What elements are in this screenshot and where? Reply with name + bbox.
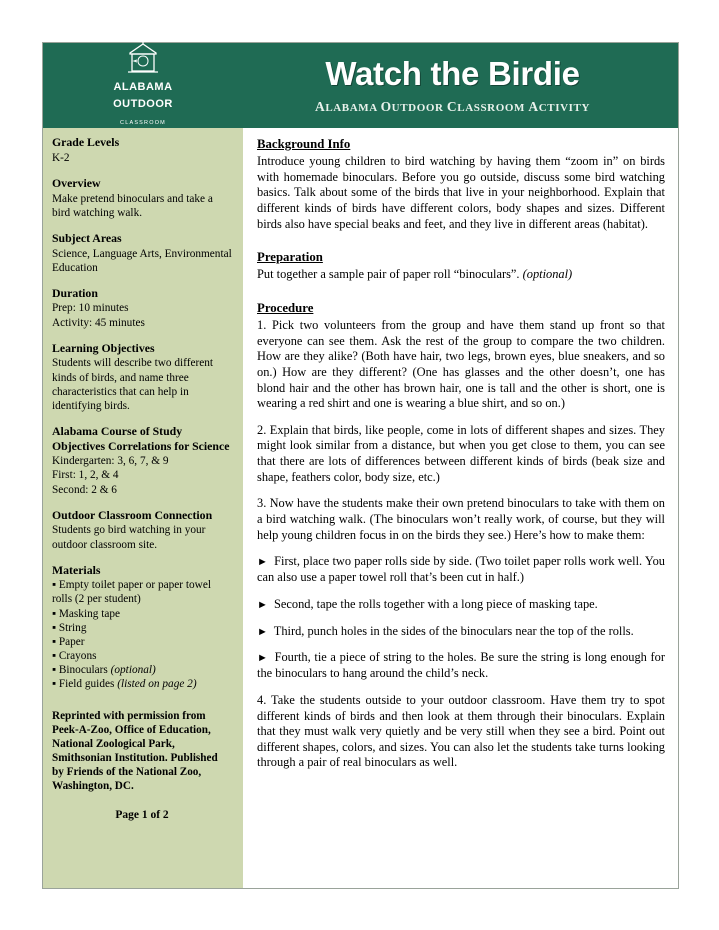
material-text: Paper (58, 635, 85, 648)
procedure-step-2: 2. Explain that birds, like people, come in lots of different shapes and sizes. They might look similar from a distance, but when you get close to them, you can see that there are lots of differences between different kinds of birds (beak size and shape, feathers color, body size, etc.) (257, 422, 665, 484)
procedure-substep-1 (257, 554, 665, 585)
material-note: (optional) (110, 664, 156, 677)
list-item (52, 635, 232, 649)
material-note: (listed on page 2) (117, 678, 197, 691)
list-item (52, 677, 232, 691)
procedure-step-4: 4. Take the students outside to your outdoor classroom. Have them try to spot different kinds of birds and then look at them through their binoculars. Explain that they must walk very quietly and be very still when they see a bird. Point out different shapes, colors, and sizes. You can also let the students take turns looking through a pair of real binoculars as well. (257, 692, 665, 770)
logo-text-classroom: CLASSROOM (120, 119, 166, 126)
bullet-icon: ▪ (52, 678, 57, 691)
material-text: String (58, 621, 87, 634)
alabama-outdoor-classroom-logo (113, 42, 173, 128)
preparation-paragraph (257, 267, 665, 283)
sidebar-text-second: Second: 2 & 6 (52, 483, 117, 496)
procedure-step-1: 1. Pick two volunteers from the group and have them stand up front so that everyone can see them. Ask the rest of the group to compare the two children. How are they alike? (Both have hair, two legs, brown eyes, blue sneakers, and so on.) How are they different? (One has glasses and the other doesn’t, one has blond hair and the other has brown hair, one is tall and the other is short, one is wearing a red shirt and one is wearing a blue shirt, and so on.) (257, 318, 665, 411)
material-text: Empty toilet paper or paper towel rolls (2 per student) (52, 579, 211, 606)
sidebar (43, 128, 243, 888)
sidebar-heading-course-of-study: Alabama Course of Study Objectives Correlations for Science (52, 423, 230, 453)
subtitle-alabama: LABAMA (325, 101, 381, 114)
subtitle-o: O (380, 98, 392, 114)
material-text: Masking tape (58, 607, 121, 620)
section-heading-background: Background Info (257, 137, 351, 151)
arrow-right-icon: ► (257, 556, 268, 569)
bullet-icon: ▪ (52, 607, 57, 620)
sidebar-text-first: First: 1, 2, & 4 (52, 469, 119, 482)
bullet-icon: ▪ (52, 664, 57, 677)
main-content (243, 128, 678, 888)
subtitle-a2: A (528, 98, 539, 114)
bullet-icon: ▪ (52, 579, 57, 592)
material-text: Field guides (58, 678, 118, 691)
logo-text-outdoor: OUTDOOR (113, 98, 173, 111)
substep-text: First, place two paper rolls side by side. (Two toilet paper rolls work well. You can also use a paper towel roll that’s been cut in half.) (257, 554, 665, 585)
page-subtitle (315, 99, 590, 115)
material-text: Binoculars (58, 664, 111, 677)
sidebar-text-grade-levels: K-2 (52, 151, 70, 164)
procedure-substep-3 (257, 624, 665, 640)
sidebar-text-duration-prep: Prep: 10 minutes (52, 302, 129, 315)
materials-list (52, 578, 232, 691)
arrow-right-icon: ► (257, 652, 268, 665)
logo-text-alabama: ALABAMA (113, 81, 173, 94)
sidebar-text-learning-objectives: Students will describe two different kinds of birds, and name three characteristics that can help in identifying birds. (52, 357, 214, 412)
procedure-step-3: 3. Now have the students make their own pretend binoculars to take with them on a bird watching walk. (The binoculars won’t really work, of course, but they will help young children focus in on the birds they see.) Here’s how to make them: (257, 496, 665, 542)
bullet-icon: ▪ (52, 621, 57, 634)
section-heading-procedure: Procedure (257, 300, 314, 315)
procedure-substep-4 (257, 650, 665, 681)
preparation-text: Put together a sample pair of paper roll “binoculars”. (257, 267, 523, 282)
subtitle-a1: A (314, 98, 326, 114)
arrow-right-icon: ► (257, 625, 268, 638)
page-title: Watch the Birdie (325, 54, 580, 92)
schoolhouse-bird-icon (123, 42, 163, 76)
substep-text: Second, tape the rolls together with a long piece of masking tape. (274, 596, 598, 611)
sidebar-heading-overview: Overview (52, 175, 101, 190)
sidebar-text-overview: Make pretend binoculars and take a bird watching walk. (52, 192, 213, 219)
reprint-credit: Reprinted with permission from Peek-A-Zoo, Office of Education, National Zoological Park, Smithsonian Institution. Published by Friends of the National Zoo, Washington, DC. (52, 710, 218, 793)
logo-area (43, 43, 243, 128)
subtitle-activity: CTIVITY (538, 101, 591, 114)
subtitle-outdoor: UTDOOR (391, 101, 447, 114)
sidebar-heading-grade-levels: Grade Levels (52, 135, 120, 149)
page-number: Page 1 of 2 (115, 809, 169, 822)
sidebar-text-kindergarten: Kindergarten: 3, 6, 7, & 9 (52, 455, 169, 468)
sidebar-heading-duration: Duration (52, 285, 98, 300)
sidebar-heading-outdoor-connection: Outdoor Classroom Connection (52, 507, 213, 522)
list-item (52, 663, 232, 677)
document-header (43, 43, 678, 128)
document-body (43, 128, 678, 888)
procedure-substep-2 (257, 597, 665, 613)
document-sheet (42, 42, 679, 889)
bullet-icon: ▪ (52, 649, 57, 662)
sidebar-text-outdoor-connection: Students go bird watching in your outdoor classroom site. (52, 524, 206, 551)
preparation-note: (optional) (522, 267, 573, 282)
list-item (52, 578, 232, 606)
section-heading-preparation: Preparation (257, 250, 323, 265)
substep-text: Fourth, tie a piece of string to the holes. Be sure the string is long enough for the binoculars to hang around the child’s neck. (257, 650, 665, 681)
list-item (52, 607, 232, 621)
subtitle-classroom: LASSROOM (457, 101, 529, 114)
sidebar-text-subject-areas: Science, Language Arts, Environmental Education (52, 247, 232, 274)
sidebar-heading-subject-areas: Subject Areas (52, 230, 122, 245)
list-item (52, 621, 232, 635)
material-text: Crayons (58, 649, 97, 662)
header-titles (243, 43, 678, 128)
arrow-right-icon: ► (257, 598, 268, 611)
subtitle-c: C (446, 98, 458, 114)
list-item (52, 649, 232, 663)
sidebar-text-duration-activity: Activity: 45 minutes (52, 316, 145, 329)
sidebar-heading-materials: Materials (52, 562, 101, 577)
bullet-icon: ▪ (52, 635, 57, 648)
substep-text: Third, punch holes in the sides of the binoculars near the top of the rolls. (273, 623, 634, 638)
background-paragraph: Introduce young children to bird watching by having them “zoom in” on birds with homemade binoculars. Before you go outside, discuss some bird watching basics. Talk about some of the birds that live in your neighborhood. Explain that different kinds of birds have different colors, body shapes and sizes. Different birds also have special beaks and feet, and they live in different areas (habitat). (257, 154, 665, 231)
sidebar-heading-learning-objectives: Learning Objectives (52, 340, 155, 355)
